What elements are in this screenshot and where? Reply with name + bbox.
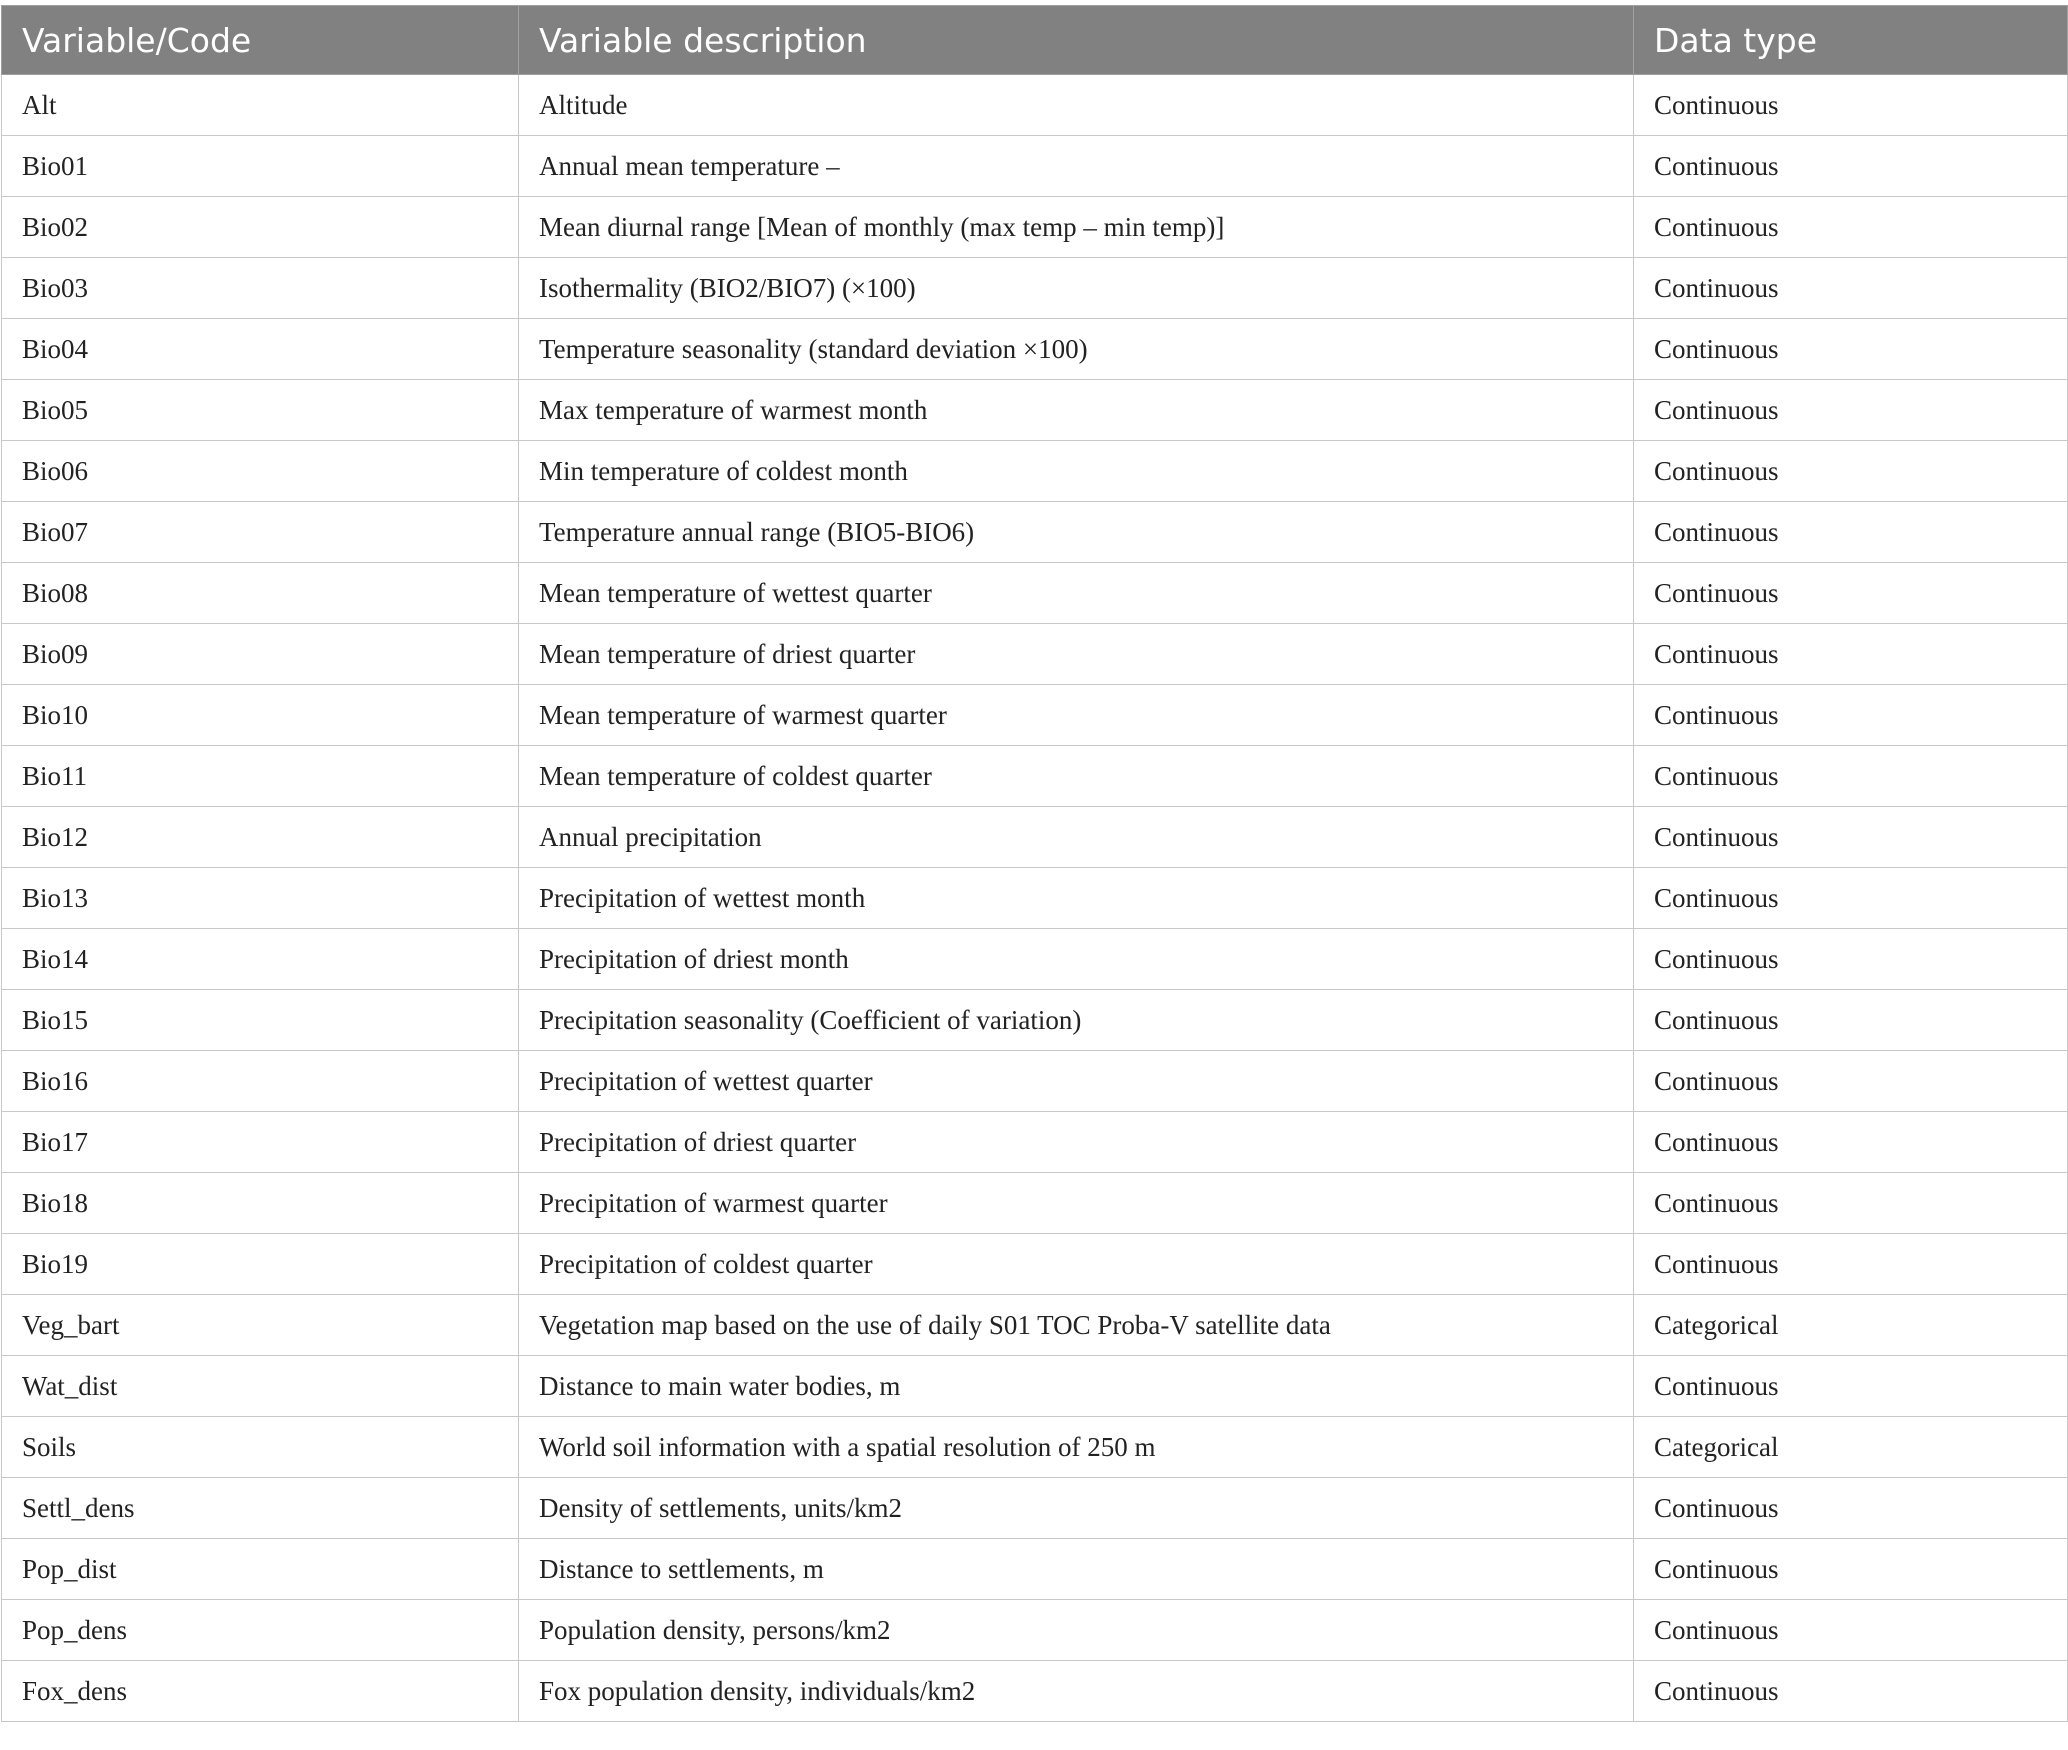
table-row (2, 319, 2068, 380)
cell-data-type: Continuous (1634, 685, 2068, 746)
cell-description: Annual precipitation (519, 807, 1634, 868)
table-row (2, 380, 2068, 441)
table-row (2, 1478, 2068, 1539)
cell-code: Bio04 (2, 319, 519, 380)
table-row (2, 136, 2068, 197)
cell-data-type: Continuous (1634, 502, 2068, 563)
cell-code: Bio09 (2, 624, 519, 685)
table-row (2, 502, 2068, 563)
cell-data-type: Continuous (1634, 1051, 2068, 1112)
cell-data-type: Continuous (1634, 197, 2068, 258)
table-row (2, 1356, 2068, 1417)
cell-description: Distance to settlements, m (519, 1539, 1634, 1600)
cell-description: Mean temperature of driest quarter (519, 624, 1634, 685)
cell-description: Precipitation of driest quarter (519, 1112, 1634, 1173)
table-row (2, 1600, 2068, 1661)
cell-code: Bio07 (2, 502, 519, 563)
cell-code: Veg_bart (2, 1295, 519, 1356)
header-variable-code: Variable/Code (2, 6, 519, 75)
cell-data-type: Categorical (1634, 1417, 2068, 1478)
cell-description: Fox population density, individuals/km2 (519, 1661, 1634, 1722)
table-row (2, 868, 2068, 929)
cell-description: Precipitation seasonality (Coefficient of variation) (519, 990, 1634, 1051)
cell-description: Mean temperature of coldest quarter (519, 746, 1634, 807)
cell-data-type: Continuous (1634, 1478, 2068, 1539)
variables-table (1, 5, 2068, 1722)
cell-code: Bio12 (2, 807, 519, 868)
cell-description: Annual mean temperature – (519, 136, 1634, 197)
table-body (2, 75, 2068, 1722)
cell-description: Temperature seasonality (standard deviation ×100) (519, 319, 1634, 380)
cell-description: Mean temperature of wettest quarter (519, 563, 1634, 624)
cell-code: Pop_dist (2, 1539, 519, 1600)
table-row (2, 1051, 2068, 1112)
cell-description: Min temperature of coldest month (519, 441, 1634, 502)
cell-code: Bio16 (2, 1051, 519, 1112)
table-row (2, 1234, 2068, 1295)
cell-code: Alt (2, 75, 519, 136)
cell-code: Bio08 (2, 563, 519, 624)
table-row (2, 441, 2068, 502)
cell-code: Pop_dens (2, 1600, 519, 1661)
cell-description: Density of settlements, units/km2 (519, 1478, 1634, 1539)
cell-description: Altitude (519, 75, 1634, 136)
cell-description: Mean temperature of warmest quarter (519, 685, 1634, 746)
cell-description: World soil information with a spatial resolution of 250 m (519, 1417, 1634, 1478)
table-row (2, 746, 2068, 807)
header-data-type: Data type (1634, 6, 2068, 75)
cell-code: Soils (2, 1417, 519, 1478)
cell-description: Distance to main water bodies, m (519, 1356, 1634, 1417)
cell-data-type: Continuous (1634, 929, 2068, 990)
table-row (2, 258, 2068, 319)
table-row (2, 75, 2068, 136)
cell-description: Precipitation of warmest quarter (519, 1173, 1634, 1234)
cell-data-type: Continuous (1634, 1234, 2068, 1295)
cell-description: Isothermality (BIO2/BIO7) (×100) (519, 258, 1634, 319)
cell-description: Temperature annual range (BIO5-BIO6) (519, 502, 1634, 563)
cell-code: Bio11 (2, 746, 519, 807)
cell-code: Bio14 (2, 929, 519, 990)
cell-description: Mean diurnal range [Mean of monthly (max temp – min temp)] (519, 197, 1634, 258)
cell-data-type: Continuous (1634, 441, 2068, 502)
table-row (2, 1539, 2068, 1600)
table-row (2, 990, 2068, 1051)
cell-code: Bio01 (2, 136, 519, 197)
table-row (2, 1661, 2068, 1722)
cell-data-type: Continuous (1634, 624, 2068, 685)
cell-description: Precipitation of wettest month (519, 868, 1634, 929)
table-row (2, 624, 2068, 685)
cell-code: Bio10 (2, 685, 519, 746)
cell-code: Bio03 (2, 258, 519, 319)
cell-code: Bio02 (2, 197, 519, 258)
header-variable-description: Variable description (519, 6, 1634, 75)
cell-description: Precipitation of coldest quarter (519, 1234, 1634, 1295)
table-row (2, 929, 2068, 990)
cell-description: Max temperature of warmest month (519, 380, 1634, 441)
table-row (2, 1112, 2068, 1173)
cell-data-type: Continuous (1634, 136, 2068, 197)
cell-data-type: Continuous (1634, 1539, 2068, 1600)
cell-code: Fox_dens (2, 1661, 519, 1722)
cell-data-type: Continuous (1634, 75, 2068, 136)
cell-data-type: Continuous (1634, 1173, 2068, 1234)
cell-data-type: Continuous (1634, 563, 2068, 624)
cell-description: Population density, persons/km2 (519, 1600, 1634, 1661)
cell-data-type: Continuous (1634, 746, 2068, 807)
header-row (2, 6, 2068, 75)
cell-data-type: Categorical (1634, 1295, 2068, 1356)
cell-code: Bio19 (2, 1234, 519, 1295)
cell-data-type: Continuous (1634, 1600, 2068, 1661)
table-row (2, 1417, 2068, 1478)
cell-code: Bio18 (2, 1173, 519, 1234)
cell-data-type: Continuous (1634, 1356, 2068, 1417)
cell-code: Bio06 (2, 441, 519, 502)
cell-code: Bio15 (2, 990, 519, 1051)
cell-code: Bio17 (2, 1112, 519, 1173)
table-row (2, 563, 2068, 624)
cell-data-type: Continuous (1634, 258, 2068, 319)
table-row (2, 807, 2068, 868)
cell-code: Settl_dens (2, 1478, 519, 1539)
cell-data-type: Continuous (1634, 807, 2068, 868)
cell-data-type: Continuous (1634, 1112, 2068, 1173)
table-row (2, 197, 2068, 258)
cell-data-type: Continuous (1634, 319, 2068, 380)
table-row (2, 1173, 2068, 1234)
cell-description: Vegetation map based on the use of daily S01 TOC Proba-V satellite data (519, 1295, 1634, 1356)
cell-data-type: Continuous (1634, 1661, 2068, 1722)
cell-data-type: Continuous (1634, 868, 2068, 929)
cell-data-type: Continuous (1634, 990, 2068, 1051)
cell-code: Bio05 (2, 380, 519, 441)
cell-description: Precipitation of driest month (519, 929, 1634, 990)
cell-code: Bio13 (2, 868, 519, 929)
table-row (2, 1295, 2068, 1356)
cell-description: Precipitation of wettest quarter (519, 1051, 1634, 1112)
cell-data-type: Continuous (1634, 380, 2068, 441)
table-row (2, 685, 2068, 746)
cell-code: Wat_dist (2, 1356, 519, 1417)
